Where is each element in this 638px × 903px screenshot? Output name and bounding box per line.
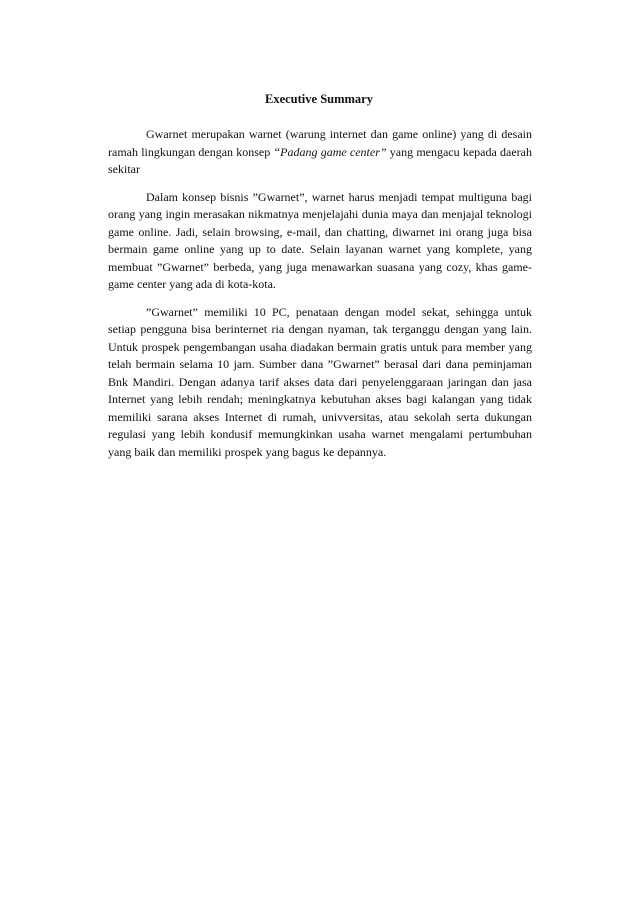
paragraph-2: Dalam konsep bisnis ”Gwarnet”, warnet harus menjadi tempat multiguna bagi orang yang ingin merasakan nikmatnya menjelajahi dunia maya dan menjajal teknologi game online. Jadi, selain browsing, e-mail, dan chatting, diwarnet ini orang juga bisa bermain game online yang up to date. Selain layanan warnet yang komplete, yang membuat ”Gwarnet” berbeda, yang juga menawarkan suasana yang cozy, khas game-game center yang ada di kota-kota. — [108, 189, 532, 291]
paragraph-1 — [108, 126, 532, 179]
document-body — [108, 126, 532, 471]
paragraph-1-text-end: yang mengacu kepada daerah sekitar — [108, 144, 533, 176]
paragraph-1-emphasis: “Padang game center” — [273, 144, 387, 159]
paragraph-3: ”Gwarnet” memiliki 10 PC, penataan dengan model sekat, sehingga untuk setiap pengguna bisa berinternet ria dengan nyaman, tak terganggu dengan yang lain. Untuk prospek pengembangan usaha diadakan bermain gratis untuk para member yang telah bermain selama 10 jam. Sumber dana ”Gwarnet” berasal dari dana peminjaman Bnk Mandiri. Dengan adanya tarif akses data dari penyelenggaraan jaringan dan jasa Internet yang lebih rendah; meningkatnya kebutuhan akses bagi kalangan yang tidak memiliki sarana akses Internet di rumah, univversitas, atau sekolah serta dukungan regulasi yang lebih kondusif memungkinkan usaha warnet mengalami pertumbuhan yang baik dan memiliki prospek yang bagus ke depannya. — [108, 304, 532, 459]
paragraph-1-text-start: Gwarnet merupakan warnet (warung internet dan game online) yang di desain ramah lingkungan dengan konsep — [108, 127, 532, 159]
document-title: Executive Summary — [265, 92, 373, 106]
